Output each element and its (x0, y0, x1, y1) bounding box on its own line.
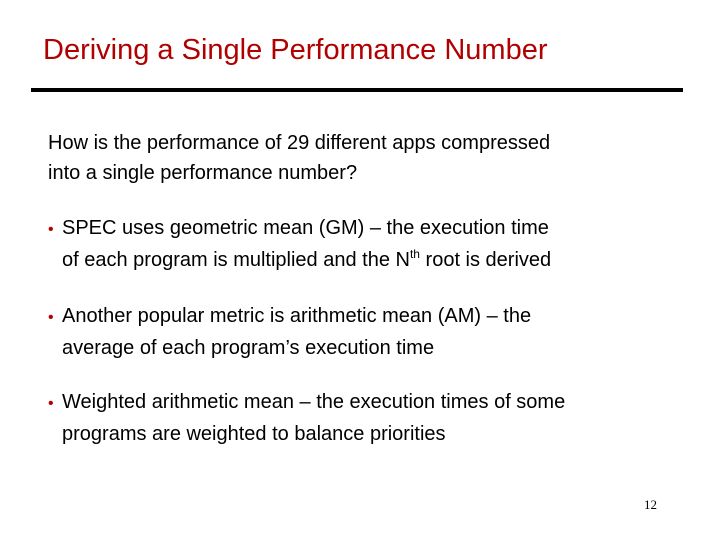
bullet-2-line-2: average of each program’s execution time (62, 337, 435, 359)
intro-line-1: How is the performance of 29 different apps compressed (48, 132, 551, 154)
bullet-3-line-1: Weighted arithmetic mean – the execution times of some (62, 391, 566, 413)
bullet-geometric-mean (48, 213, 551, 275)
bullet-2-line-1: Another popular metric is arithmetic mean (AM) – the (62, 305, 532, 327)
superscript-th: th (409, 247, 420, 261)
bullet-3-line-2: programs are weighted to balance priorities (62, 423, 446, 445)
slide-title: Deriving a Single Performance Number (43, 34, 548, 66)
bullet-1-line-2-text: of each program is multiplied and the N (62, 249, 410, 271)
intro-line-2: into a single performance number? (48, 162, 358, 184)
bullet-1-line-2 (48, 245, 551, 275)
bullet-marker: • (48, 309, 54, 326)
bullet-1-line-1: SPEC uses geometric mean (GM) – the execution time (62, 217, 549, 239)
intro-paragraph (48, 128, 550, 188)
page-number: 12 (644, 497, 657, 512)
bullet-marker: • (48, 395, 54, 412)
bullet-1-line-2-end: root is derived (419, 249, 552, 271)
bullet-marker: • (48, 221, 54, 238)
title-divider (31, 88, 683, 92)
bullet-weighted-mean (48, 387, 565, 449)
bullet-arithmetic-mean (48, 301, 531, 363)
